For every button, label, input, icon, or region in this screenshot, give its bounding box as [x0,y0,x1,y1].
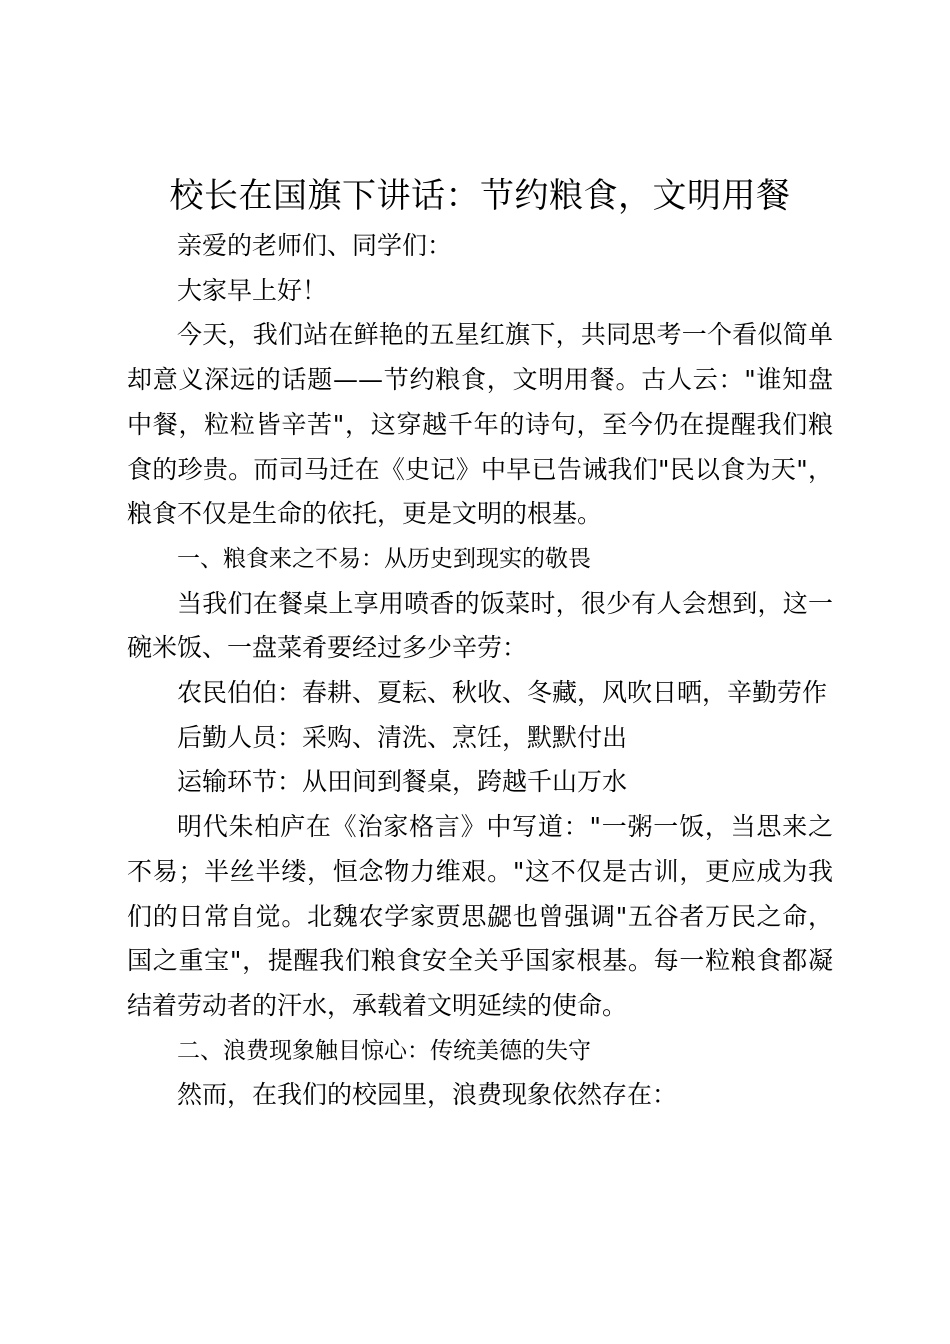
list-item-transport: 运输环节：从田间到餐桌，跨越千山万水 [177,767,628,797]
list-item-logistics: 后勤人员：采购、清洗、烹饪，默默付出 [177,722,628,752]
intro-paragraph: 今天，我们站在鲜艳的五星红旗下，共同思考一个看似简单却意义深远的话题——节约粮食，文明用餐。古人云："谁知盘中餐，粒粒皆辛苦"，这穿越千年的诗句，至今仍在提醒我们粮食的珍贵。而司马迁在《史记》中早已告诫我们"民以食为天"，粮食不仅是生命的依托，更是文明的根基。 [127,320,833,529]
morning-greeting-paragraph: 大家早上好！ [177,275,328,305]
document-title: 校长在国旗下讲话：节约粮食，文明用餐 [169,176,791,216]
document-body [127,224,833,1118]
list-item-farmers: 农民伯伯：春耕、夏耘、秋收、冬藏，风吹日晒，辛勤劳作 [177,678,828,708]
section-2-paragraph: 然而，在我们的校园里，浪费现象依然存在： [177,1080,678,1110]
greeting-paragraph: 亲爱的老师们、同学们： [177,231,453,260]
section-heading-2: 二、浪费现象触目惊心：传统美德的失守 [177,1037,591,1064]
quote-paragraph: 明代朱柏庐在《治家格言》中写道："一粥一饭，当思来之不易；半丝半缕，恒念物力维艰。"这不仅是古训，更应成为我们的日常自觉。北魏农学家贾思勰也曾强调"五谷者万民之命，国之重宝"，提醒我们粮食安全关乎国家根基。每一粒粮食都凝结着劳动者的汗水，承载着文明延续的使命。 [127,812,833,1020]
section-1-paragraph: 当我们在餐桌上享用喷香的饭菜时，很少有人会想到，这一碗米饭、一盘菜肴要经过多少辛劳： [127,588,833,663]
section-heading-1: 一、粮食来之不易：从历史到现实的敬畏 [177,545,591,572]
